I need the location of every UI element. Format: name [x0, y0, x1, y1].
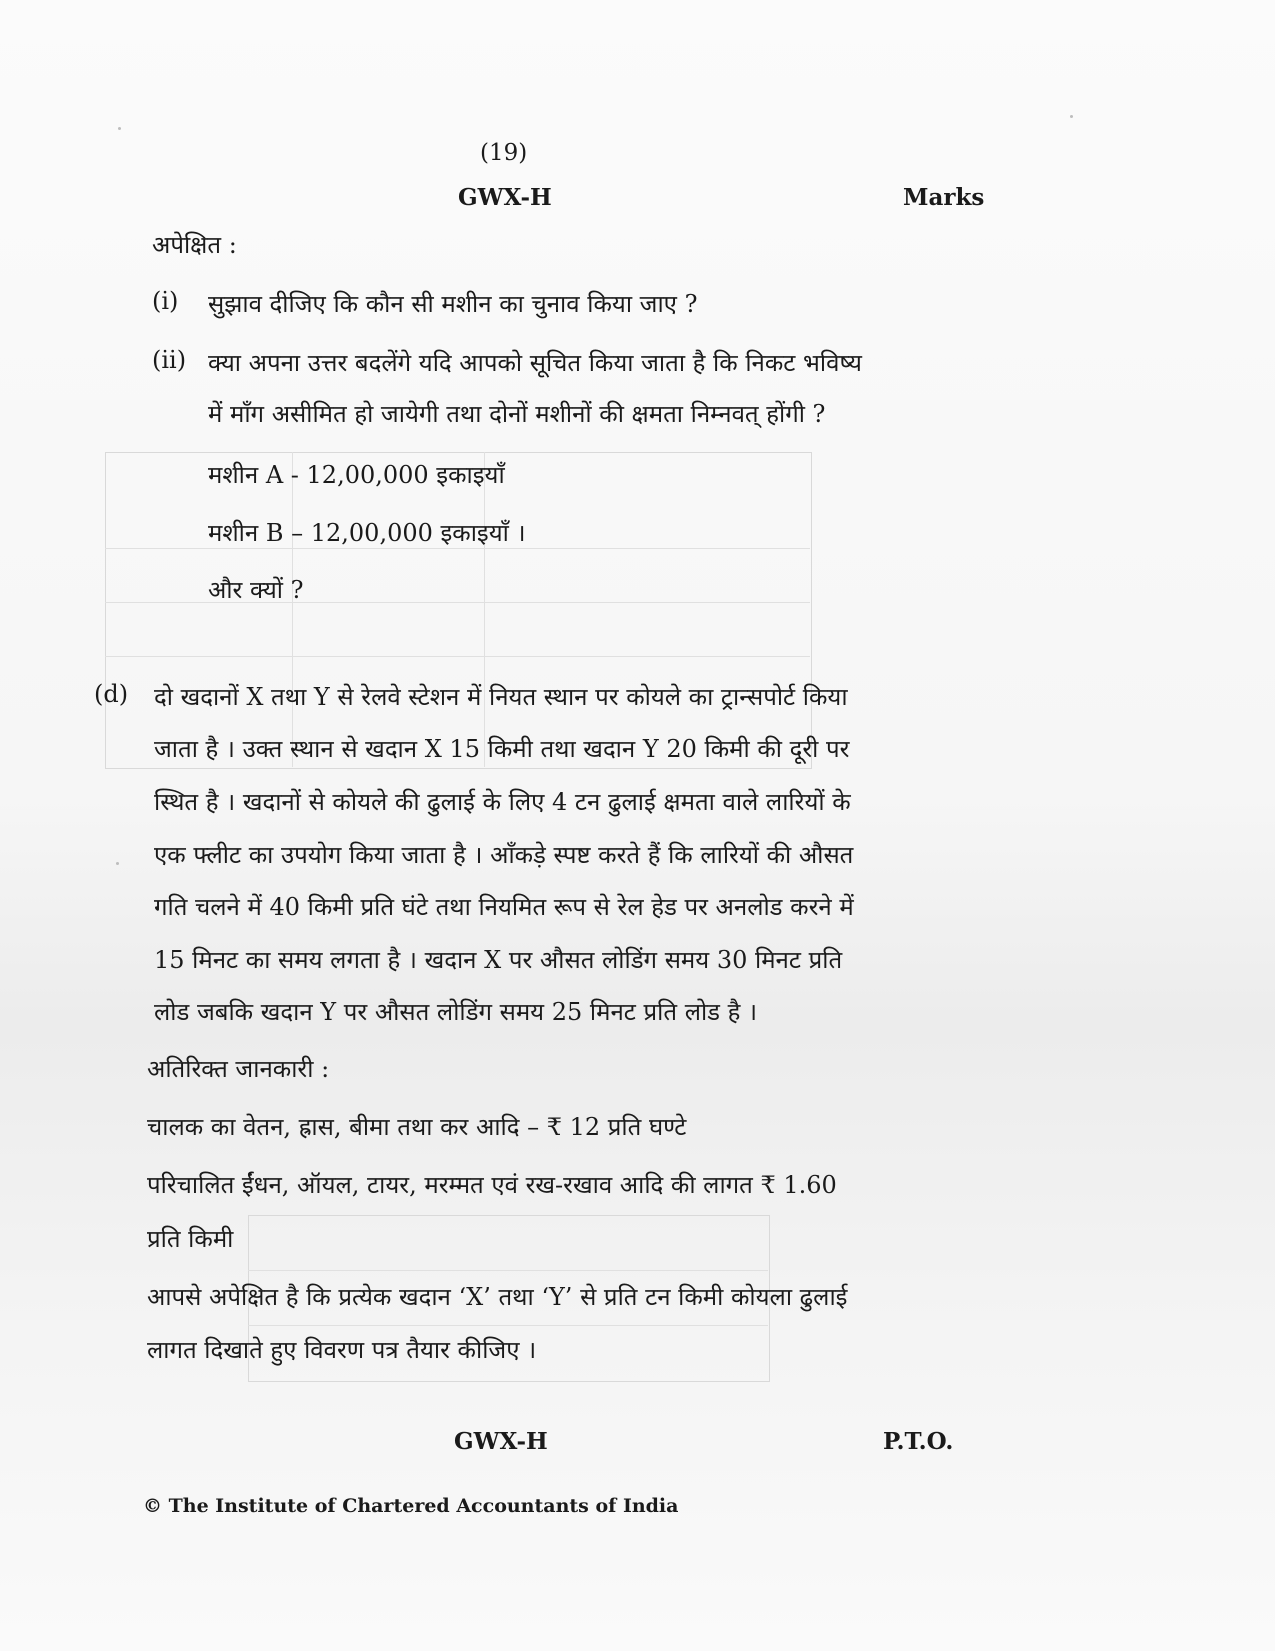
item-ii-line-1: क्या अपना उत्तर बदलेंगे यदि आपको सूचित किया जाता है कि निकट भविष्य	[208, 349, 862, 377]
bleed-through-rule	[248, 1270, 768, 1271]
paper-code-header: GWX-H	[458, 184, 552, 211]
additional-info-label: अतिरिक्त जानकारी :	[147, 1055, 330, 1083]
bleed-through-rule	[484, 452, 485, 767]
scan-speck	[1070, 115, 1073, 118]
bleed-through-rule	[248, 1325, 768, 1326]
required-label: अपेक्षित :	[152, 231, 237, 259]
copyright-notice: © The Institute of Chartered Accountants of India	[143, 1495, 679, 1517]
question-d-line-7: लोड जबकि खदान Y पर औसत लोडिंग समय 25 मिनट प्रति लोड है ।	[154, 998, 758, 1026]
capacity-machine-a: मशीन A - 12,00,000 इकाइयाँ	[208, 461, 505, 489]
requirement-line-1: आपसे अपेक्षित है कि प्रत्येक खदान ‘X’ तथा ‘Y’ से प्रति टन किमी कोयला ढुलाई	[147, 1283, 848, 1311]
bleed-through-rule	[292, 452, 293, 767]
why-question: और क्यों ?	[208, 576, 304, 604]
bleed-through-rule	[105, 656, 810, 657]
capacity-machine-b: मशीन B – 12,00,000 इकाइयाँ ।	[208, 519, 526, 547]
additional-info-line-1: चालक का वेतन, ह्रास, बीमा तथा कर आदि – ₹ 12 प्रति घण्टे	[147, 1113, 687, 1141]
bleed-through-table	[105, 452, 812, 769]
question-d-line-6: 15 मिनट का समय लगता है । खदान X पर औसत लोडिंग समय 30 मिनट प्रति	[154, 946, 843, 974]
question-d-line-2: जाता है । उक्त स्थान से खदान X 15 किमी तथा खदान Y 20 किमी की दूरी पर	[154, 735, 850, 763]
question-d-line-4: एक फ्लीट का उपयोग किया जाता है । आँकड़े स्पष्ट करते हैं कि लारियों की औसत	[154, 841, 854, 869]
requirement-line-2: लागत दिखाते हुए विवरण पत्र तैयार कीजिए ।	[147, 1336, 537, 1364]
pto-label: P.T.O.	[883, 1428, 954, 1455]
page-number: (19)	[480, 140, 528, 166]
question-d-line-1: दो खदानों X तथा Y से रेलवे स्टेशन में नियत स्थान पर कोयले का ट्रान्सपोर्ट किया	[154, 683, 848, 711]
scan-speck	[116, 862, 119, 865]
additional-info-line-3: प्रति किमी	[147, 1225, 234, 1253]
question-d-line-5: गति चलने में 40 किमी प्रति घंटे तथा नियमित रूप से रेल हेड पर अनलोड करने में	[154, 893, 854, 921]
item-marker-ii: (ii)	[152, 346, 187, 374]
scan-speck	[118, 127, 121, 130]
paper-code-footer: GWX-H	[454, 1428, 548, 1455]
item-i-text: सुझाव दीजिए कि कौन सी मशीन का चुनाव किया जाए ?	[208, 290, 698, 318]
item-ii-line-2: में माँग असीमित हो जायेगी तथा दोनों मशीनों की क्षमता निम्नवत् होंगी ?	[208, 400, 826, 428]
item-marker-i: (i)	[152, 287, 179, 315]
question-d-line-3: स्थित है । खदानों से कोयले की ढुलाई के लिए 4 टन ढुलाई क्षमता वाले लारियों के	[154, 788, 851, 816]
additional-info-line-2: परिचालित ईंधन, ऑयल, टायर, मरम्मत एवं रख-रखाव आदि की लागत ₹ 1.60	[147, 1171, 837, 1199]
marks-label: Marks	[903, 184, 985, 211]
question-marker-d: (d)	[94, 680, 129, 708]
